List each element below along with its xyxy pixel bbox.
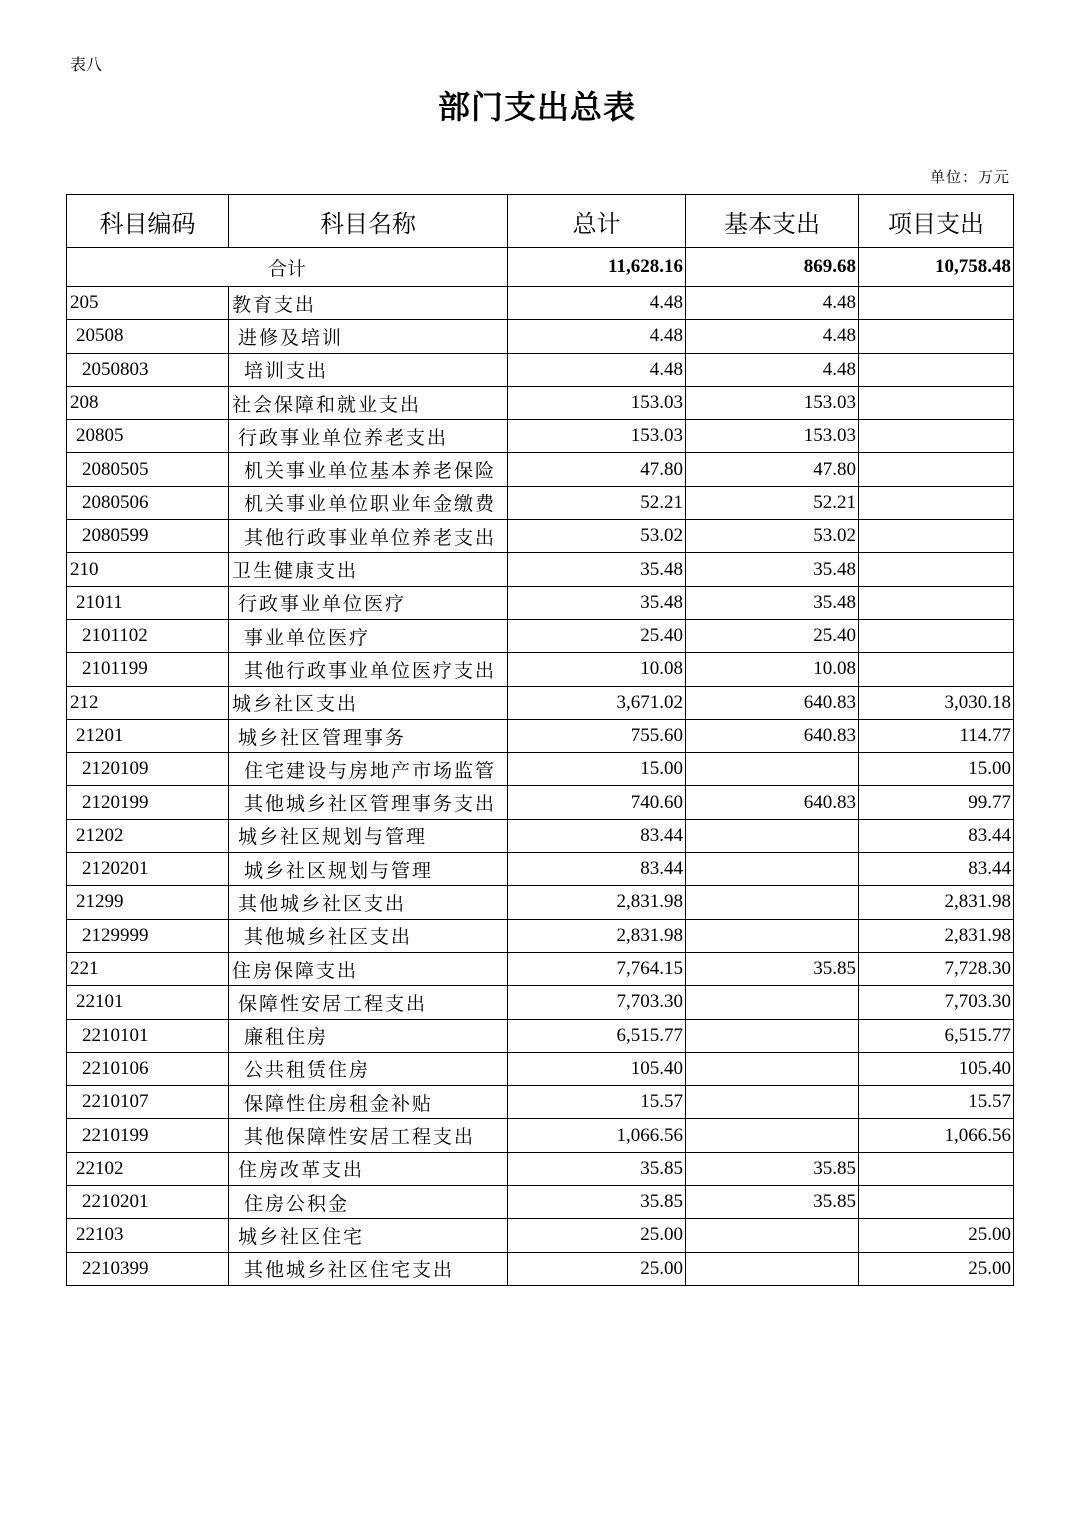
row-total: 35.85	[508, 1186, 686, 1219]
row-name: 其他城乡社区支出	[229, 886, 508, 919]
total-project: 10,758.48	[859, 248, 1014, 287]
row-project: 83.44	[859, 853, 1014, 886]
row-name: 住房保障支出	[229, 952, 508, 985]
row-project: 114.77	[859, 719, 1014, 752]
row-basic: 35.48	[686, 586, 859, 619]
row-name: 卫生健康支出	[229, 553, 508, 586]
row-project: 25.00	[859, 1252, 1014, 1285]
table-row	[67, 886, 1014, 919]
row-basic: 640.83	[686, 719, 859, 752]
row-basic: 640.83	[686, 686, 859, 719]
table-row	[67, 719, 1014, 752]
row-basic: 10.08	[686, 653, 859, 686]
row-total: 2,831.98	[508, 886, 686, 919]
row-name: 教育支出	[229, 287, 508, 320]
table-row	[67, 952, 1014, 985]
row-code: 22101	[67, 986, 229, 1019]
table-row	[67, 1252, 1014, 1285]
row-code: 2210106	[67, 1052, 229, 1085]
table-row	[67, 1086, 1014, 1119]
row-basic: 35.85	[686, 1152, 859, 1185]
table-row	[67, 1052, 1014, 1085]
row-code: 2080599	[67, 520, 229, 553]
row-basic: 153.03	[686, 420, 859, 453]
row-basic	[686, 1052, 859, 1085]
row-code: 2080505	[67, 453, 229, 486]
row-total: 7,703.30	[508, 986, 686, 1019]
row-code: 2129999	[67, 919, 229, 952]
table-row	[67, 1152, 1014, 1185]
table-row	[67, 1186, 1014, 1219]
total-total: 11,628.16	[508, 248, 686, 287]
row-code: 21201	[67, 719, 229, 752]
row-project: 99.77	[859, 786, 1014, 819]
row-total: 153.03	[508, 386, 686, 419]
row-total: 6,515.77	[508, 1019, 686, 1052]
row-code: 2210107	[67, 1086, 229, 1119]
row-project	[859, 586, 1014, 619]
row-basic: 640.83	[686, 786, 859, 819]
row-basic	[686, 753, 859, 786]
row-code: 2050803	[67, 353, 229, 386]
row-project: 3,030.18	[859, 686, 1014, 719]
row-basic	[686, 819, 859, 852]
row-total: 755.60	[508, 719, 686, 752]
row-total: 25.00	[508, 1219, 686, 1252]
row-total: 7,764.15	[508, 952, 686, 985]
table-row	[67, 686, 1014, 719]
row-basic: 35.48	[686, 553, 859, 586]
row-project	[859, 453, 1014, 486]
row-code: 21202	[67, 819, 229, 852]
table-row	[67, 386, 1014, 419]
row-code: 2120201	[67, 853, 229, 886]
row-name: 其他保障性安居工程支出	[229, 1119, 508, 1152]
row-project: 7,728.30	[859, 952, 1014, 985]
table-row	[67, 1019, 1014, 1052]
row-project: 7,703.30	[859, 986, 1014, 1019]
row-total: 105.40	[508, 1052, 686, 1085]
row-basic: 53.02	[686, 520, 859, 553]
row-basic	[686, 986, 859, 1019]
row-project: 2,831.98	[859, 886, 1014, 919]
row-name: 机关事业单位职业年金缴费	[229, 486, 508, 519]
row-name: 城乡社区支出	[229, 686, 508, 719]
table-row	[67, 819, 1014, 852]
row-project	[859, 420, 1014, 453]
table-row	[67, 786, 1014, 819]
row-basic: 35.85	[686, 1186, 859, 1219]
row-project: 1,066.56	[859, 1119, 1014, 1152]
row-project	[859, 653, 1014, 686]
row-total: 15.00	[508, 753, 686, 786]
row-code: 21011	[67, 586, 229, 619]
row-name: 城乡社区规划与管理	[229, 853, 508, 886]
table-row	[67, 853, 1014, 886]
row-name: 保障性安居工程支出	[229, 986, 508, 1019]
row-code: 2101199	[67, 653, 229, 686]
row-basic: 52.21	[686, 486, 859, 519]
table-row	[67, 919, 1014, 952]
row-total: 35.85	[508, 1152, 686, 1185]
row-code: 22102	[67, 1152, 229, 1185]
row-name: 机关事业单位基本养老保险	[229, 453, 508, 486]
table-row	[67, 1219, 1014, 1252]
row-name: 事业单位医疗	[229, 619, 508, 652]
row-total: 35.48	[508, 553, 686, 586]
expenditure-table	[66, 194, 1014, 1286]
row-code: 2120199	[67, 786, 229, 819]
row-name: 公共租赁住房	[229, 1052, 508, 1085]
total-label: 合计	[67, 248, 508, 287]
page-title: 部门支出总表	[437, 88, 636, 126]
row-project: 2,831.98	[859, 919, 1014, 952]
row-basic: 47.80	[686, 453, 859, 486]
header-project: 项目支出	[859, 195, 1014, 248]
row-basic	[686, 853, 859, 886]
row-basic	[686, 1252, 859, 1285]
table-row	[67, 520, 1014, 553]
row-basic	[686, 1219, 859, 1252]
header-total: 总计	[508, 195, 686, 248]
total-basic: 869.68	[686, 248, 859, 287]
row-basic: 25.40	[686, 619, 859, 652]
row-project	[859, 553, 1014, 586]
row-code: 2120109	[67, 753, 229, 786]
header-name: 科目名称	[229, 195, 508, 248]
table-row	[67, 586, 1014, 619]
row-basic: 35.85	[686, 952, 859, 985]
row-name: 住房公积金	[229, 1186, 508, 1219]
table-row	[67, 486, 1014, 519]
header-row	[67, 195, 1014, 248]
row-total: 25.00	[508, 1252, 686, 1285]
table-row	[67, 353, 1014, 386]
row-total: 15.57	[508, 1086, 686, 1119]
row-project: 105.40	[859, 1052, 1014, 1085]
row-total: 10.08	[508, 653, 686, 686]
table-row	[67, 553, 1014, 586]
row-project: 15.57	[859, 1086, 1014, 1119]
row-name: 城乡社区住宅	[229, 1219, 508, 1252]
row-code: 205	[67, 287, 229, 320]
row-code: 212	[67, 686, 229, 719]
table-number: 表八	[70, 55, 103, 74]
row-total: 3,671.02	[508, 686, 686, 719]
row-total: 1,066.56	[508, 1119, 686, 1152]
row-code: 20805	[67, 420, 229, 453]
row-total: 53.02	[508, 520, 686, 553]
row-basic: 153.03	[686, 386, 859, 419]
row-code: 2210199	[67, 1119, 229, 1152]
row-project: 6,515.77	[859, 1019, 1014, 1052]
row-name: 保障性住房租金补贴	[229, 1086, 508, 1119]
row-name: 其他城乡社区管理事务支出	[229, 786, 508, 819]
row-basic	[686, 919, 859, 952]
row-name: 社会保障和就业支出	[229, 386, 508, 419]
row-code: 20508	[67, 320, 229, 353]
table-row	[67, 753, 1014, 786]
row-project	[859, 1152, 1014, 1185]
row-basic	[686, 886, 859, 919]
table-row	[67, 1119, 1014, 1152]
table-row	[67, 653, 1014, 686]
row-total: 740.60	[508, 786, 686, 819]
row-code: 2080506	[67, 486, 229, 519]
row-name: 进修及培训	[229, 320, 508, 353]
row-project	[859, 353, 1014, 386]
row-project: 83.44	[859, 819, 1014, 852]
row-total: 2,831.98	[508, 919, 686, 952]
row-total: 47.80	[508, 453, 686, 486]
row-code: 208	[67, 386, 229, 419]
row-code: 22103	[67, 1219, 229, 1252]
row-total: 83.44	[508, 819, 686, 852]
row-project	[859, 619, 1014, 652]
row-name: 廉租住房	[229, 1019, 508, 1052]
row-basic: 4.48	[686, 353, 859, 386]
table-row	[67, 320, 1014, 353]
row-project	[859, 1186, 1014, 1219]
row-total: 35.48	[508, 586, 686, 619]
row-basic: 4.48	[686, 320, 859, 353]
row-code: 210	[67, 553, 229, 586]
row-basic	[686, 1119, 859, 1152]
unit-label: 单位：万元	[929, 168, 1010, 186]
row-name: 其他行政事业单位医疗支出	[229, 653, 508, 686]
header-basic: 基本支出	[686, 195, 859, 248]
table-row	[67, 986, 1014, 1019]
row-name: 住宅建设与房地产市场监管	[229, 753, 508, 786]
row-name: 其他城乡社区支出	[229, 919, 508, 952]
row-total: 4.48	[508, 353, 686, 386]
row-project	[859, 520, 1014, 553]
row-total: 153.03	[508, 420, 686, 453]
row-name: 城乡社区管理事务	[229, 719, 508, 752]
table-row	[67, 619, 1014, 652]
table-row	[67, 453, 1014, 486]
row-name: 行政事业单位医疗	[229, 586, 508, 619]
row-code: 2210201	[67, 1186, 229, 1219]
row-total: 25.40	[508, 619, 686, 652]
row-basic	[686, 1086, 859, 1119]
row-code: 2210101	[67, 1019, 229, 1052]
row-project: 15.00	[859, 753, 1014, 786]
header-code: 科目编码	[67, 195, 229, 248]
row-name: 行政事业单位养老支出	[229, 420, 508, 453]
row-basic: 4.48	[686, 287, 859, 320]
table-row	[67, 420, 1014, 453]
row-name: 其他城乡社区住宅支出	[229, 1252, 508, 1285]
row-name: 住房改革支出	[229, 1152, 508, 1185]
row-project	[859, 486, 1014, 519]
row-project: 25.00	[859, 1219, 1014, 1252]
row-code: 2210399	[67, 1252, 229, 1285]
row-name: 城乡社区规划与管理	[229, 819, 508, 852]
table-row	[67, 287, 1014, 320]
row-code: 221	[67, 952, 229, 985]
row-code: 2101102	[67, 619, 229, 652]
row-name: 培训支出	[229, 353, 508, 386]
row-code: 21299	[67, 886, 229, 919]
row-total: 4.48	[508, 320, 686, 353]
row-project	[859, 386, 1014, 419]
row-name: 其他行政事业单位养老支出	[229, 520, 508, 553]
row-basic	[686, 1019, 859, 1052]
row-total: 83.44	[508, 853, 686, 886]
row-total: 52.21	[508, 486, 686, 519]
row-total: 4.48	[508, 287, 686, 320]
row-project	[859, 320, 1014, 353]
row-project	[859, 287, 1014, 320]
total-row	[67, 248, 1014, 287]
